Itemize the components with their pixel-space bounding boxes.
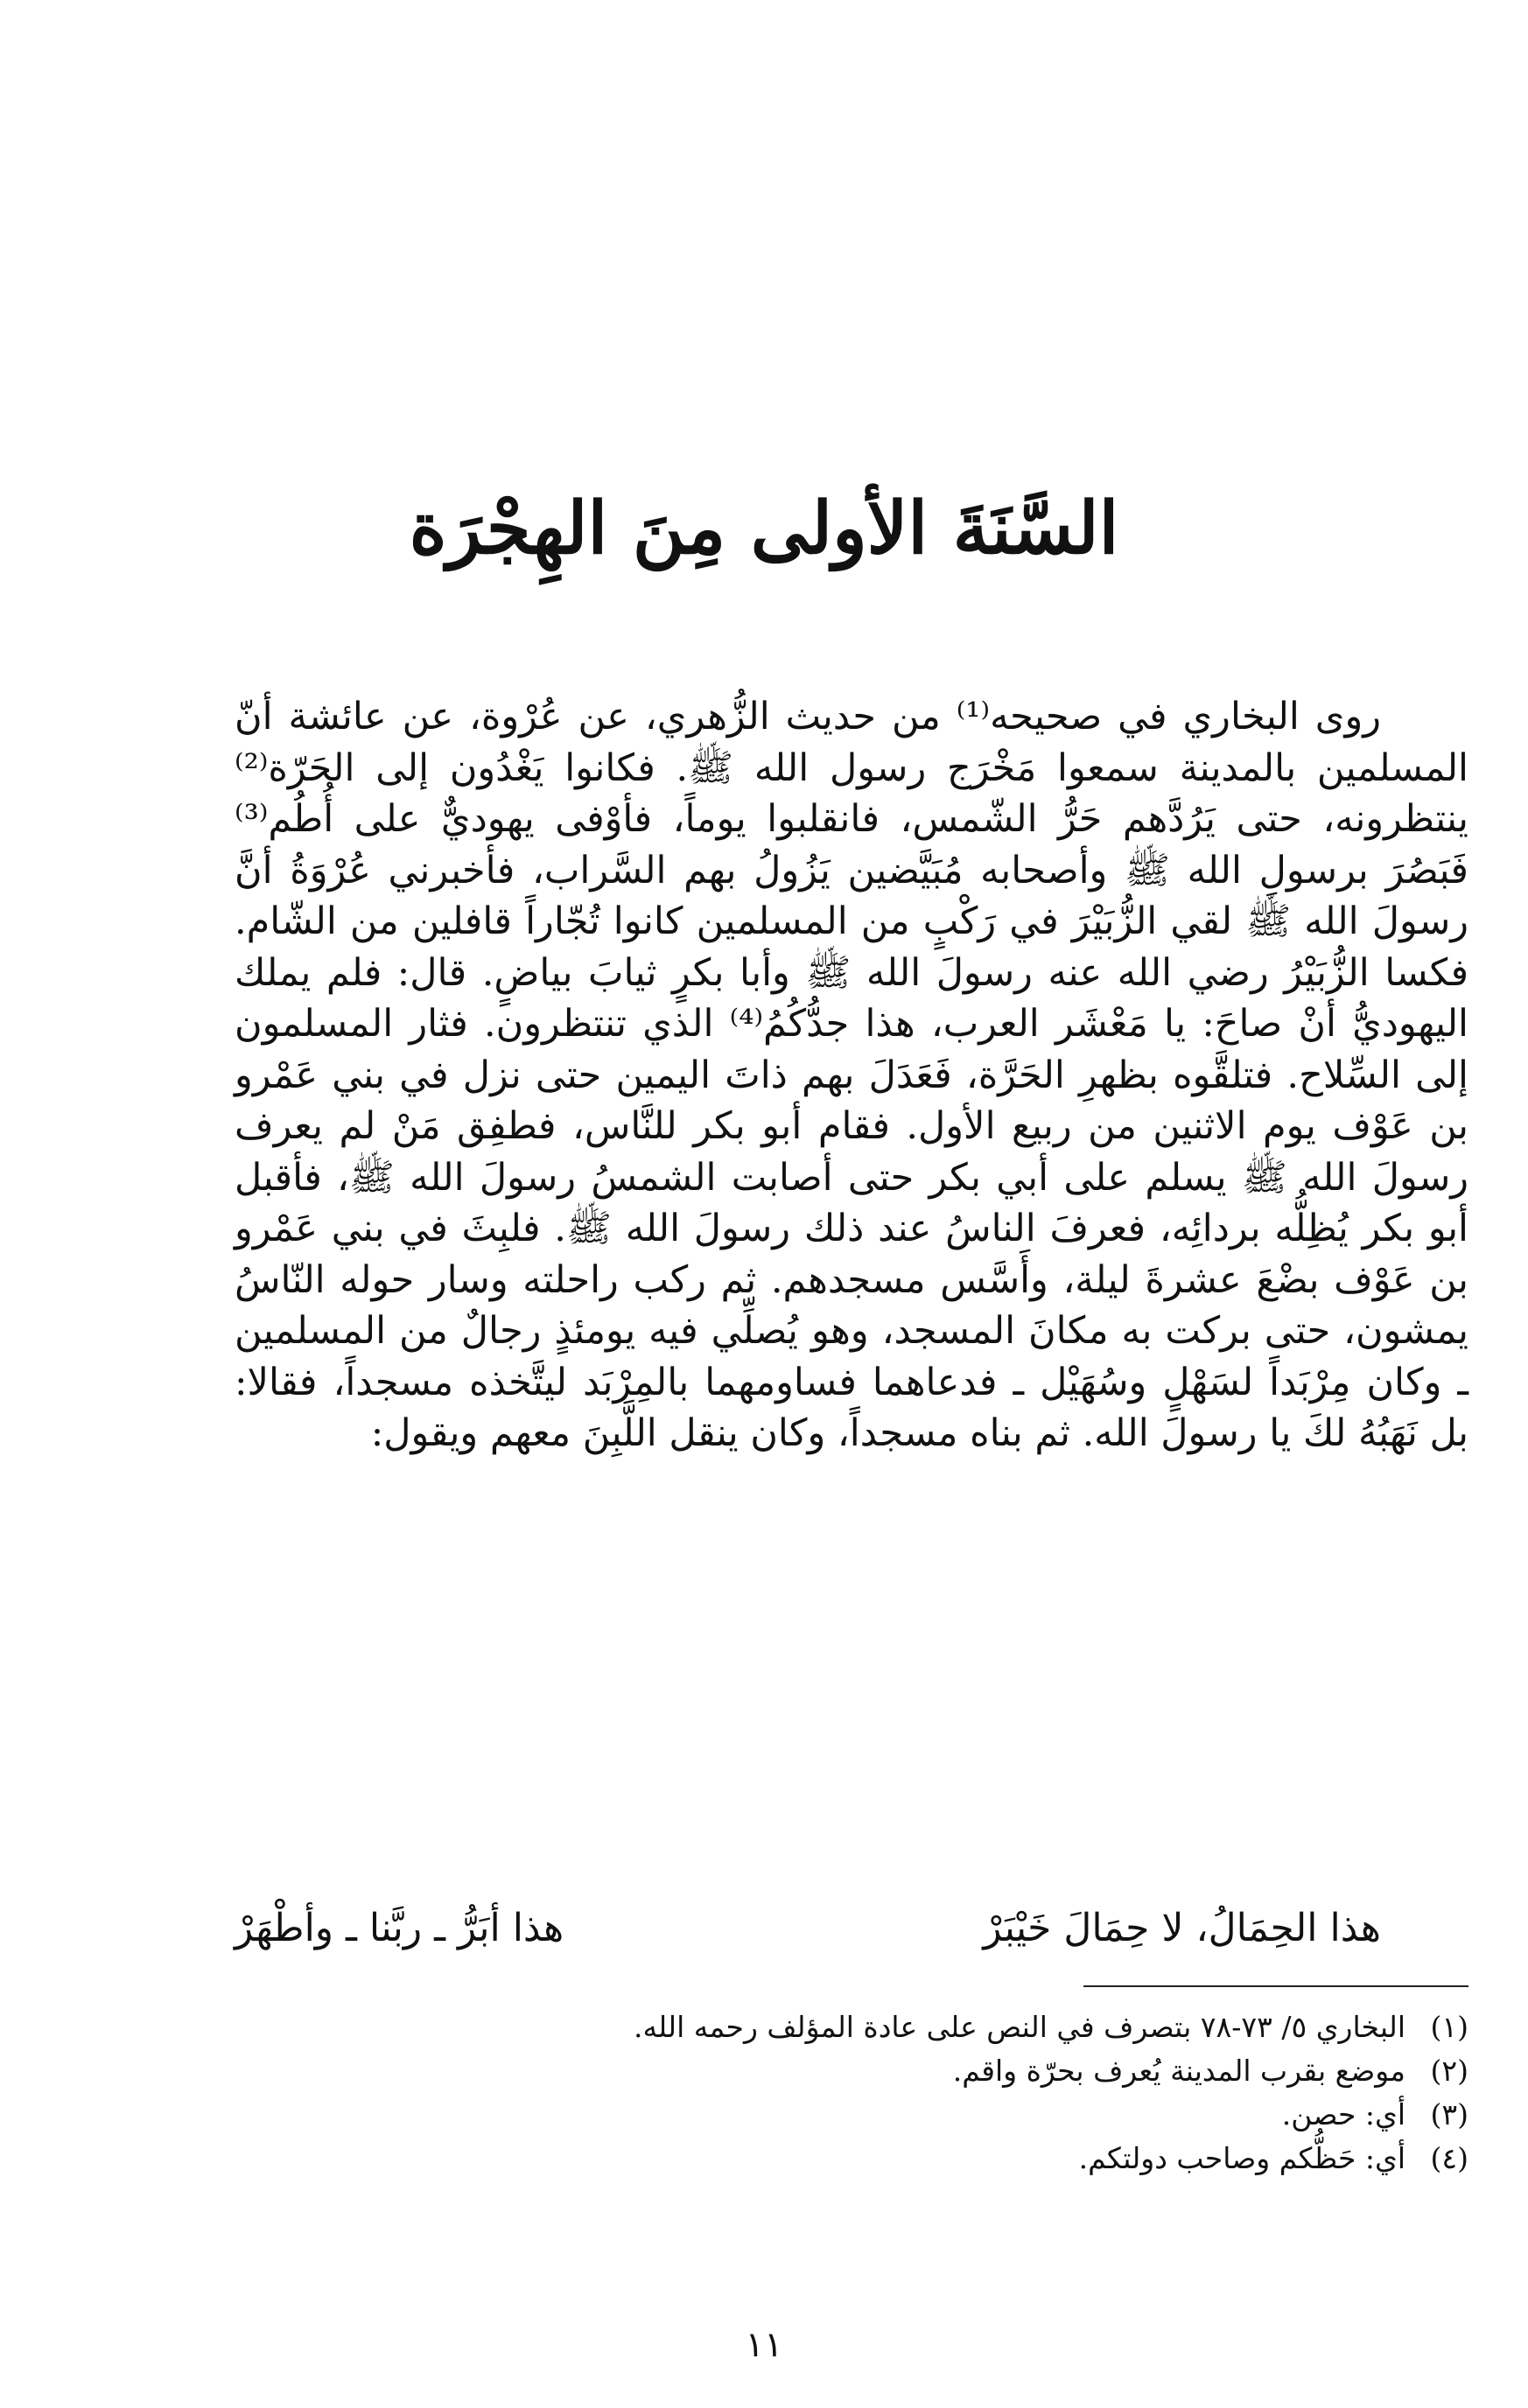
footnote-number: (٣) xyxy=(1430,2097,1468,2132)
footnote-item xyxy=(235,2093,1468,2137)
footnote-text: موضع بقرب المدينة يُعرف بحرّة واقم. xyxy=(952,2054,1405,2088)
footnote-text: أي: حصن. xyxy=(1281,2097,1405,2132)
footnote-item xyxy=(235,2006,1468,2049)
chapter-title: السَّنَةَ الأولى مِنَ الهِجْرَة xyxy=(409,486,1119,570)
footnote-separator xyxy=(1083,1985,1468,1987)
footnote-text: البخاري ٥/ ٧٣-٧٨ بتصرف في النص على عادة المؤلف رحمه الله. xyxy=(633,2010,1405,2044)
verse-hemistich-second: هذا أبَرُّ ـ ربَّنا ـ وأطْهَرْ xyxy=(235,1906,564,1950)
page-number: ١١ xyxy=(745,2325,783,2365)
footnote-item xyxy=(235,2137,1468,2180)
body-paragraph: روى البخاري في صحيحه⁽¹⁾ من حديث الزُّهري، عن عُرْوة، عن عائشة أنّ المسلمين بالمدينة سمعوا مَخْرَج رسول الله ﷺ. فكانوا يَغْدُون إلى الحَرّة⁽²⁾ ينتظرونه، حتى يَرُدَّهم حَرُّ الشّمس، فانقلبوا يوماً، فأوْفى يهوديٌّ على أُطُم⁽³⁾ فَبَصُرَ برسولِ الله ﷺ وأصحابه مُبَيَّضين يَزُولُ بهم السَّراب، فأخبرني عُرْوَةُ أنَّ رسولَ الله ﷺ لقي الزُّبَيْرَ في رَكْبٍ من المسلمين كانوا تُجّاراً قافلين من الشّام. فكسا الزُّبَيْرُ رضي الله عنه رسولَ الله ﷺ وأبا بكرٍ ثيابَ بياضٍ. قال: فلم يملك اليهوديُّ أنْ صاحَ: يا مَعْشَر العرب، هذا جدُّكُمُ⁽⁴⁾ الذي تنتظرون. فثار المسلمون إلى السِّلاح. فتلقَّوه بظهرِ الحَرَّة، فَعَدَلَ بهم ذاتَ اليمين حتى نزل في بني عَمْرو بن عَوْف يوم الاثنين من ربيع الأول. فقام أبو بكر للنَّاس، فطفِق مَنْ لم يعرف رسولَ الله ﷺ يسلم على أبي بكر حتى أصابت الشمسُ رسولَ الله ﷺ، فأقبل أبو بكر يُظِلُّه بردائِه، فعرفَ الناسُ عند ذلك رسولَ الله ﷺ. فلبِثَ في بني عَمْرو بن عَوْف بضْعَ عشرةَ ليلة، وأَسَّس مسجدهم. ثم ركب راحلته وسار حوله النّاسُ يمشون، حتى بركت به مكانَ المسجد، وهو يُصلِّي فيه يومئذٍ رجالٌ من المسلمين ـ وكان مِرْبَداً لسَهْلٍ وسُهَيْل ـ فدعاهما فساومهما بالمِرْبَد ليتَّخذه مسجداً، فقالا: بل نَهَبُهُ لكَ يا رسولَ الله. ثم بناه مسجداً، وكان ينقل اللَّبِنَ معهم ويقول: xyxy=(235,695,1468,1455)
footnote-item xyxy=(235,2049,1468,2093)
poetry-verse xyxy=(235,1900,1468,1956)
footnote-number: (٤) xyxy=(1430,2141,1468,2175)
footnote-text: أي: حَظُّكم وصاحب دولتكم. xyxy=(1078,2141,1405,2175)
footnotes-list xyxy=(235,2006,1468,2180)
footnote-number: (٢) xyxy=(1430,2054,1468,2088)
footnote-number: (١) xyxy=(1430,2010,1468,2044)
verse-hemistich-first: هذا الحِمَالُ، لا حِمَالَ خَيْبَرْ xyxy=(983,1906,1381,1950)
body-text-block xyxy=(235,691,1468,1460)
